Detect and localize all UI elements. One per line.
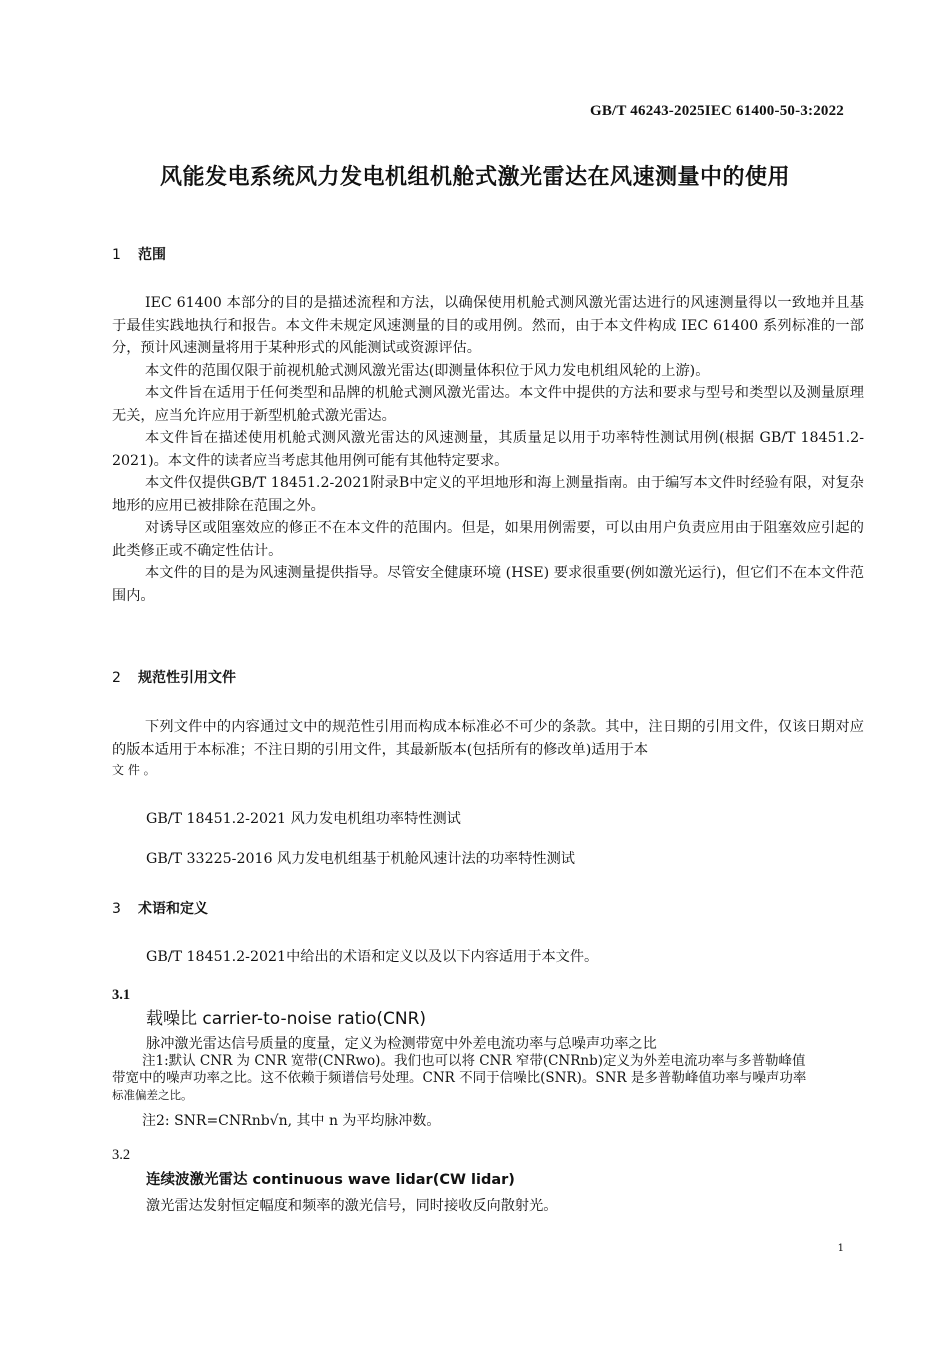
section-1-heading [112,244,166,264]
standard-code-header: GB/T 46243-2025IEC 61400-50-3:2022 [589,103,844,119]
section-2-body [112,716,864,779]
note-line: 注1:默认 CNR 为 CNR 宽带(CNRwo)。我们也可以将 CNR 窄带(CNRnb)定义为外差电流功率与多普勒峰值 [142,1053,806,1069]
section-number: 1 [112,247,121,263]
section-number: 3 [112,901,121,917]
note-line: 带宽中的噪声功率之比。这不依赖于频谱信号处理。CNR 不同于信噪比(SNR)。SNR 是多普勒峰值功率与噪声功率 [112,1070,807,1086]
section-2-heading [112,667,236,687]
paragraph: 本文件的范围仅限于前视机舱式测风激光雷达(即测量体积位于风力发电机组风轮的上游)。 [145,362,710,379]
term-number: 3.2 [112,1147,131,1163]
term-number: 3.1 [112,987,131,1003]
paragraph-end: 文 件 。 [112,763,156,777]
section-title: 范围 [138,247,166,263]
paragraph: 本文件旨在适用于任何类型和品牌的机舱式测风激光雷达。本文件中提供的方法和要求与型号和类型以及测量原理无关，应当允许应用于新型机舱式激光雷达。 [112,385,864,424]
document-title: 风能发电系统风力发电机组机舱式激光雷达在风速测量中的使用 [159,165,790,190]
paragraph: 对诱导区或阻塞效应的修正不在本文件的范围内。但是，如果用例需要，可以由用户负责应用由于阻塞效应引起的此类修正或不确定性估计。 [112,520,864,559]
section-3-heading [112,898,208,918]
paragraph: 本文件旨在描述使用机舱式测风激光雷达的风速测量，其质量足以用于功率特性测试用例(根据 GB/T 18451.2-2021)。本文件的读者应当考虑其他用例可能有其他特定要求。 [112,430,864,469]
paragraph: IEC 61400 本部分的目的是描述流程和方法，以确保使用机舱式测风激光雷达进行的风速测量得以一致地并且基于最佳实践地执行和报告。本文件未规定风速测量的目的或用例。然而，由于本文件构成 IEC 61400 系列标准的一部分，预计风速测量将用于某种形式的风能测试或资源评估。 [112,295,864,356]
term-note-2: 注2: SNR=CNRnb√n, 其中 n 为平均脉冲数。 [142,1113,441,1129]
reference-item: GB/T 33225-2016 风力发电机组基于机舱风速计法的功率特性测试 [146,851,575,867]
page-number: 1 [837,1243,844,1254]
paragraph: 下列文件中的内容通过文中的规范性引用而构成本标准必不可少的条款。其中，注日期的引用文件，仅该日期对应的版本适用于本标准；不注日期的引用文件，其最新版本(包括所有的修改单)适用于本 [112,719,864,758]
term-title: 连续波激光雷达 continuous wave lidar(CW lidar) [146,1172,515,1188]
section-number: 2 [112,670,121,686]
term-title: 载噪比 carrier-to-noise ratio(CNR) [146,1009,427,1029]
paragraph: 本文件仅提供GB/T 18451.2-2021附录B中定义的平坦地形和海上测量指南。由于编写本文件时经验有限，对复杂地形的应用已被排除在范围之外。 [112,475,864,514]
term-definition: 激光雷达发射恒定幅度和频率的激光信号，同时接收反向散射光。 [146,1198,558,1214]
note-line: 标准偏差之比。 [112,1088,193,1102]
section-title: 术语和定义 [138,901,208,917]
section-1-body [112,292,864,607]
term-note-1 [112,1053,864,1104]
term-definition: 脉冲激光雷达信号质量的度量，定义为检测带宽中外差电流功率与总噪声功率之比 [146,1036,657,1052]
paragraph: 本文件的目的是为风速测量提供指导。尽管安全健康环境 (HSE) 要求很重要(例如激光运行)，但它们不在本文件范围内。 [112,565,864,604]
reference-item: GB/T 18451.2-2021 风力发电机组功率特性测试 [146,811,461,827]
section-title: 规范性引用文件 [138,670,236,686]
section-3-intro: GB/T 18451.2-2021中给出的术语和定义以及以下内容适用于本文件。 [146,949,599,965]
